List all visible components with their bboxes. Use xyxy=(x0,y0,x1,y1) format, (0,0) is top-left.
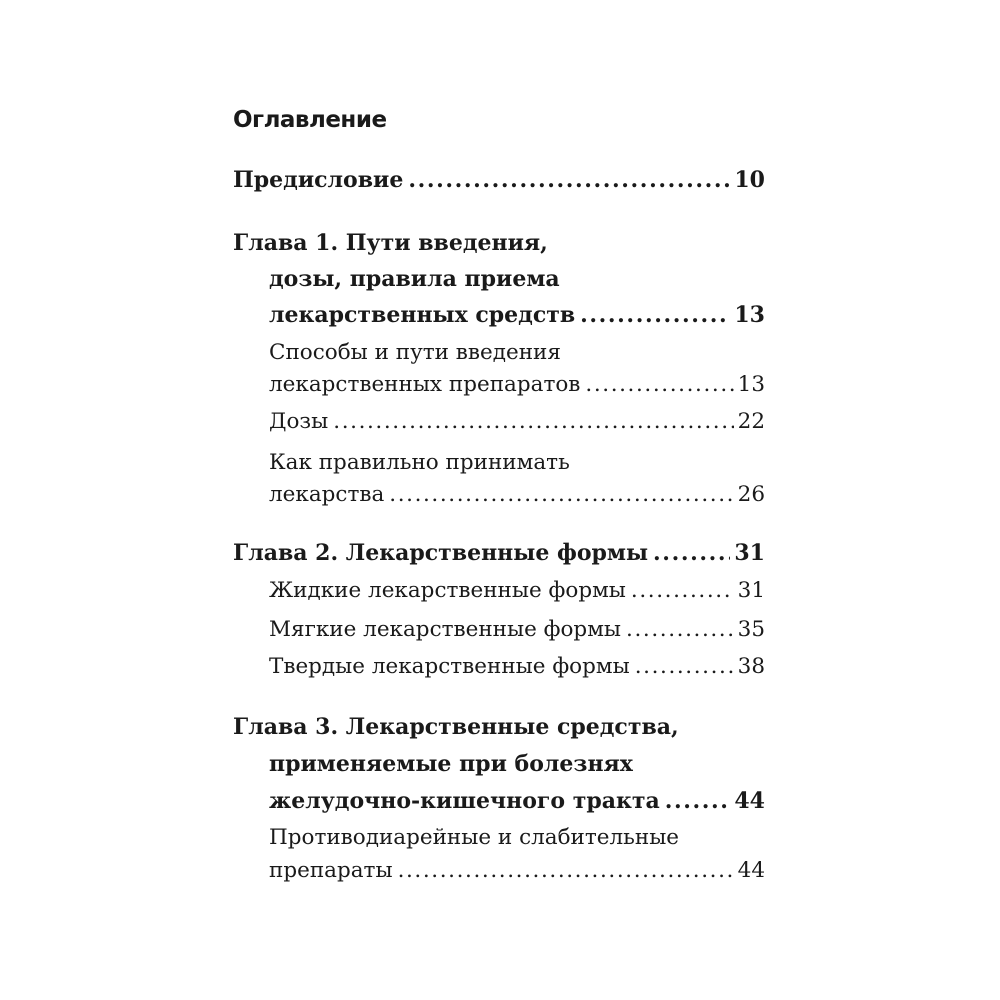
toc-entry-section-3-1[interactable] xyxy=(269,856,765,886)
toc-entry-section-2-3[interactable] xyxy=(269,652,765,682)
page-number: 44 xyxy=(734,788,765,814)
page-number: 22 xyxy=(737,409,765,434)
entry-title: применяемые при болезнях xyxy=(269,751,633,777)
entry-title: лекарственных средств xyxy=(269,302,576,328)
page-number: 13 xyxy=(734,302,765,328)
toc-entry-section-1-2[interactable] xyxy=(269,407,765,437)
dot-leader xyxy=(665,786,731,816)
entry-title: Способы и пути введения xyxy=(269,340,561,365)
entry-title: Глава 2. Лекарственные формы xyxy=(233,540,649,566)
toc-entry-section-1-3[interactable] xyxy=(269,480,765,510)
dot-leader xyxy=(631,576,734,606)
entry-title: Как правильно принимать xyxy=(269,450,570,475)
page-number: 31 xyxy=(737,578,765,603)
entry-title: Глава 1. Пути введения, xyxy=(233,230,548,256)
entry-title: Дозы xyxy=(269,409,329,434)
toc-entry-chapter-3-line-2[interactable] xyxy=(269,749,633,779)
entry-title: Противодиарейные и слабительные xyxy=(269,825,680,850)
toc-entry-section-2-1[interactable] xyxy=(269,576,765,606)
toc-entry-chapter-3-line-1[interactable] xyxy=(233,712,679,742)
entry-title: Предисловие xyxy=(233,167,404,193)
toc-entry-chapter-1[interactable] xyxy=(269,300,765,330)
toc-entry-section-1-1-line-1[interactable] xyxy=(269,338,561,368)
dot-leader xyxy=(653,538,730,568)
dot-leader xyxy=(398,856,734,886)
dot-leader xyxy=(580,300,730,330)
entry-title: Жидкие лекарственные формы xyxy=(269,578,626,603)
page-number: 31 xyxy=(734,540,765,566)
dot-leader xyxy=(635,652,734,682)
dot-leader xyxy=(626,615,734,645)
entry-title: препараты xyxy=(269,858,393,883)
page-number: 26 xyxy=(737,482,765,507)
toc-entry-section-3-1-line-1[interactable] xyxy=(269,823,679,853)
page-number: 10 xyxy=(734,167,765,193)
entry-title: лекарственных препаратов xyxy=(269,372,581,397)
dot-leader xyxy=(408,165,730,195)
page-number: 13 xyxy=(737,372,765,397)
dot-leader xyxy=(333,407,733,437)
entry-title: Мягкие лекарственные формы xyxy=(269,617,622,642)
entry-title: Глава 3. Лекарственные средства, xyxy=(233,714,679,740)
toc-entry-section-2-2[interactable] xyxy=(269,615,765,645)
page-number: 44 xyxy=(737,858,765,883)
entry-title: лекарства xyxy=(269,482,385,507)
toc-entry-chapter-1-line-2[interactable] xyxy=(269,264,560,294)
toc-entry-chapter-2[interactable] xyxy=(233,538,765,568)
dot-leader xyxy=(389,480,733,510)
toc-entry-preface[interactable] xyxy=(233,165,765,195)
toc-title: Оглавление xyxy=(233,107,387,133)
toc-entry-chapter-3[interactable] xyxy=(269,786,765,816)
toc-entry-section-1-3-line-1[interactable] xyxy=(269,448,570,478)
page-number: 38 xyxy=(737,654,765,679)
toc-entry-section-1-1[interactable] xyxy=(269,370,765,400)
dot-leader xyxy=(585,370,733,400)
entry-title: Твердые лекарственные формы xyxy=(269,654,630,679)
toc-entry-chapter-1-line-1[interactable] xyxy=(233,228,548,258)
entry-title: дозы, правила приема xyxy=(269,266,560,292)
page-number: 35 xyxy=(737,617,765,642)
entry-title: желудочно-кишечного тракта xyxy=(269,788,660,814)
